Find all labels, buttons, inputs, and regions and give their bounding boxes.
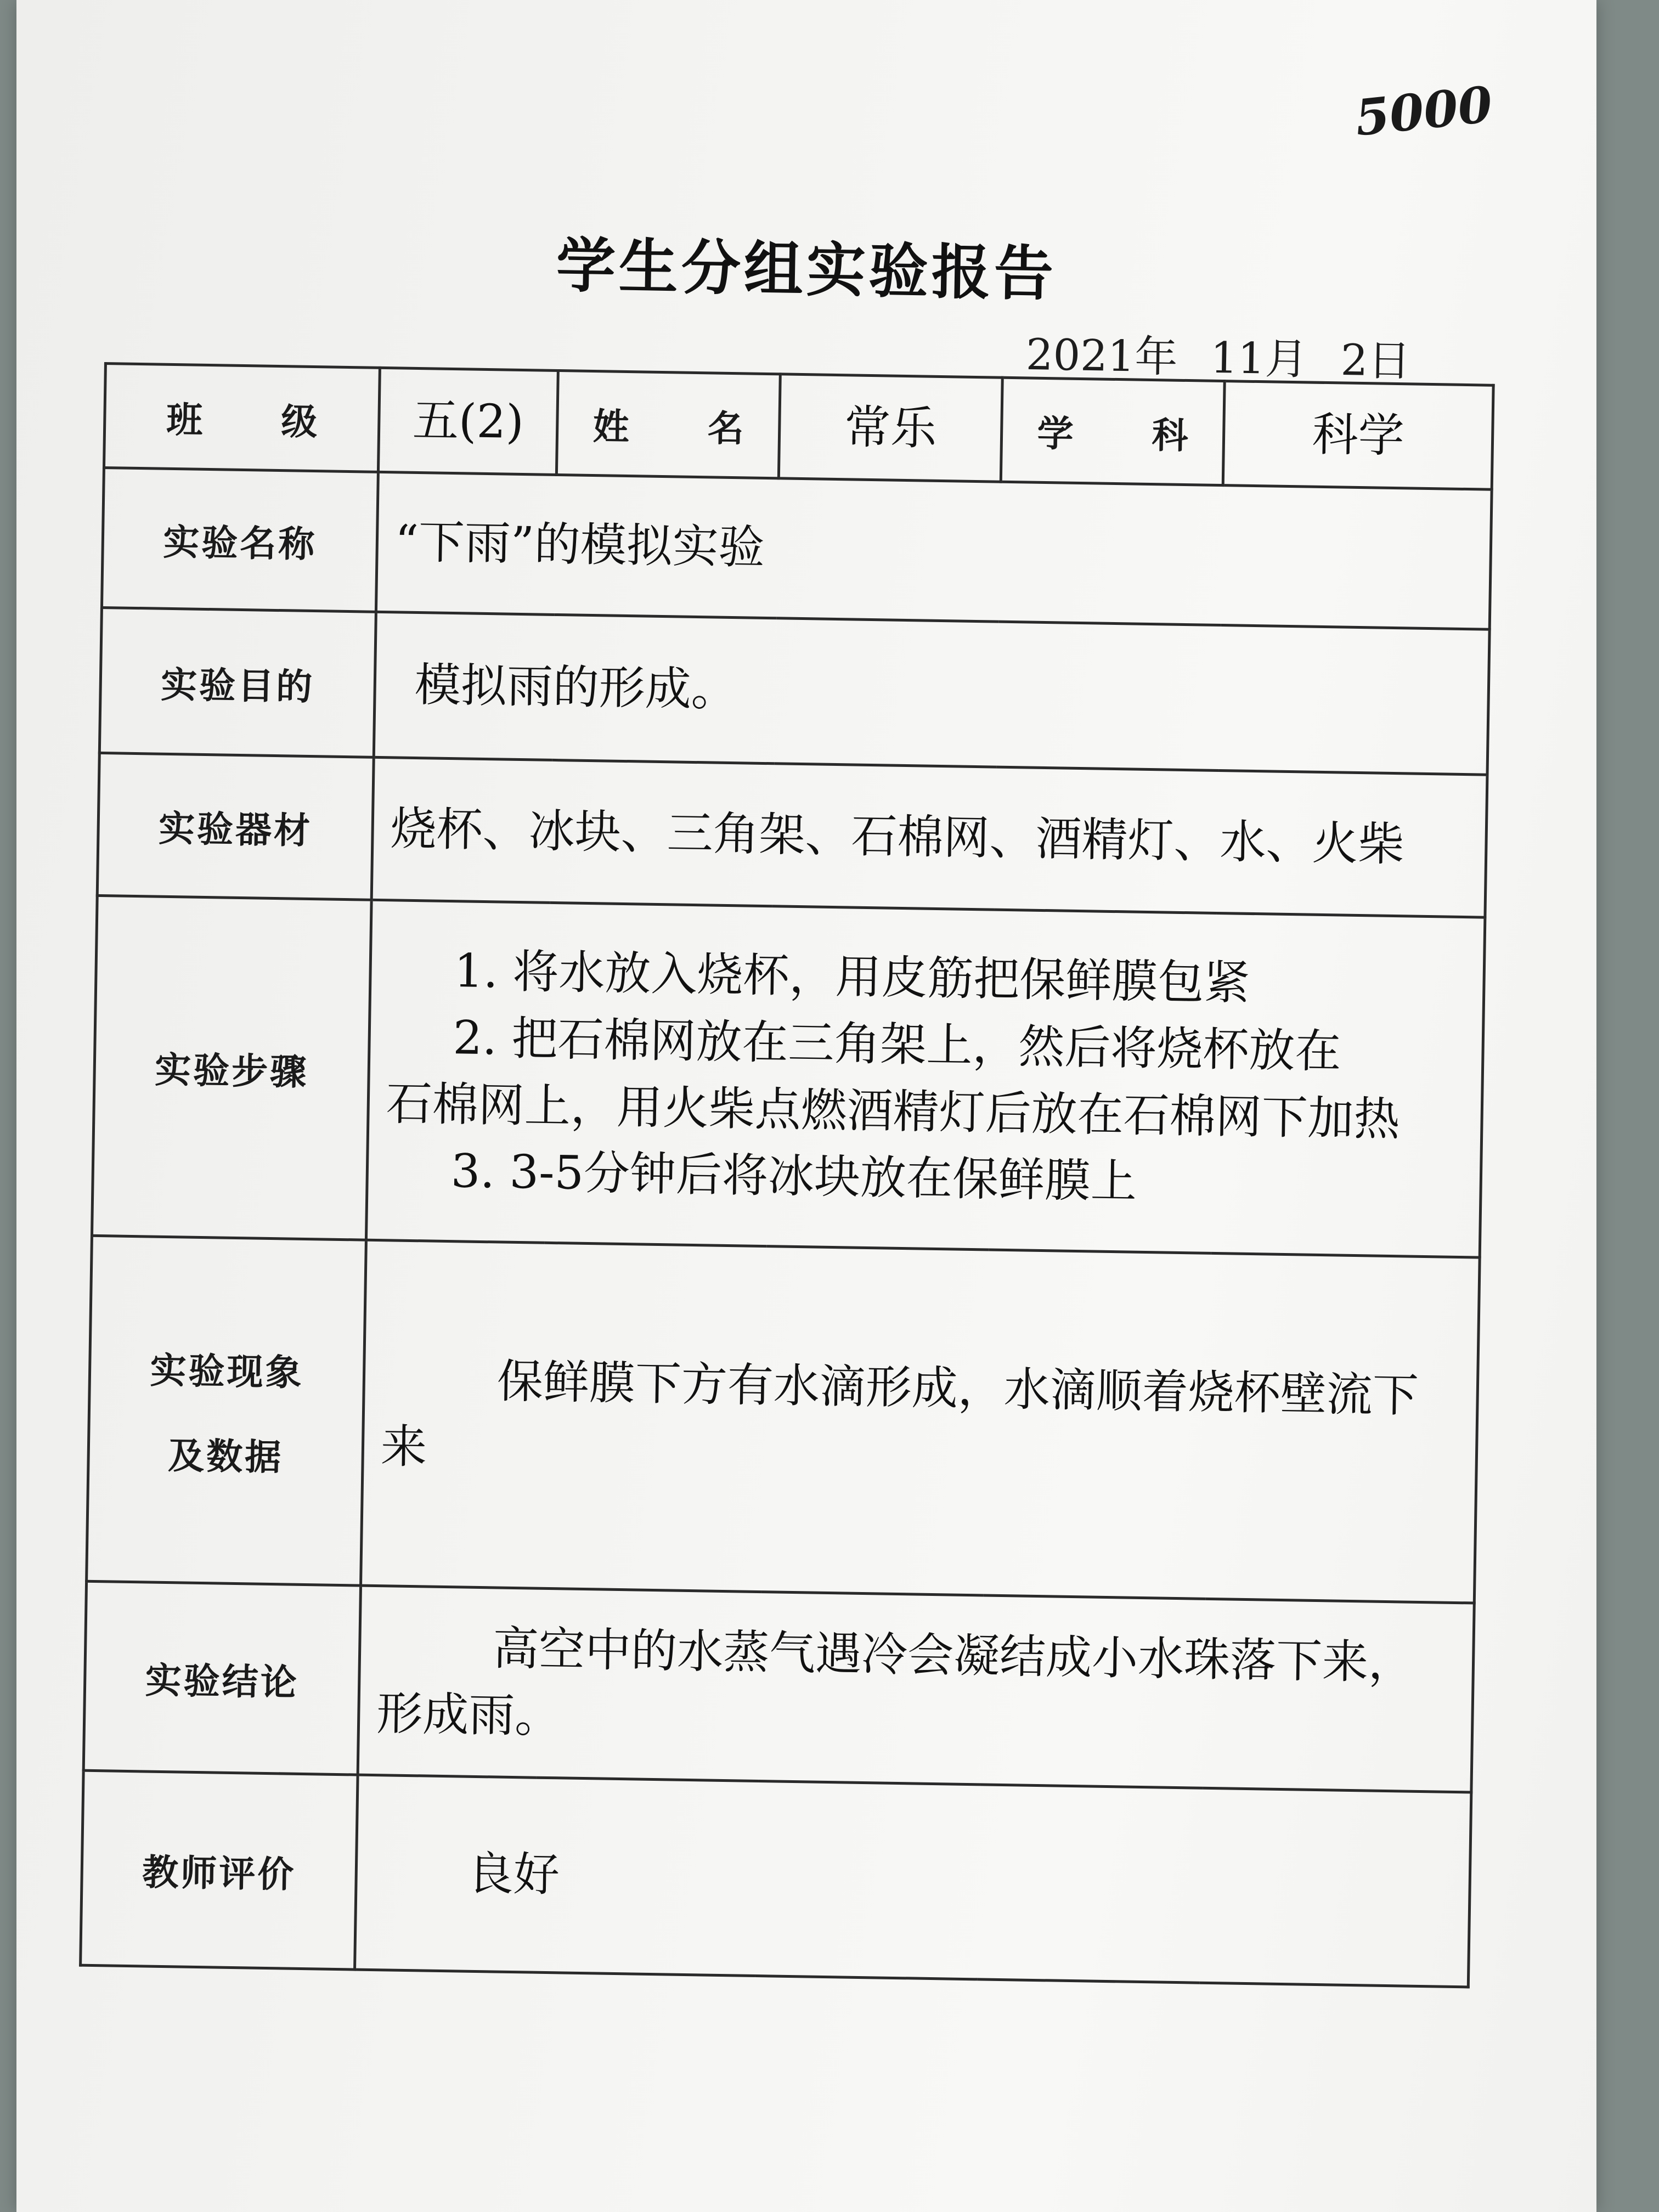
step-line: 3. 3-5分钟后将冰块放在保鲜膜上 bbox=[450, 1144, 1137, 1209]
step-line: 2. 把石棉网放在三角架上，然后将烧杯放在 bbox=[452, 1010, 1342, 1079]
table-row-conclusion bbox=[83, 1581, 1474, 1792]
conclusion-label: 实验结论 bbox=[83, 1581, 360, 1775]
page-title: 学生分组实验报告 bbox=[555, 232, 1057, 309]
report-table-wrap bbox=[79, 362, 1492, 1988]
steps-label: 实验步骤 bbox=[92, 895, 371, 1240]
teacher-comment-value: 良好 bbox=[355, 1775, 1471, 1987]
table-row-teacher-comment bbox=[81, 1770, 1471, 1987]
materials-value: 烧杯、冰块、三角架、石棉网、酒精灯、水、火柴 bbox=[371, 757, 1487, 917]
date-month-unit: 月 bbox=[1264, 334, 1308, 385]
table-row-phenomenon bbox=[87, 1235, 1480, 1603]
subject-value: 科学 bbox=[1223, 381, 1493, 490]
date-day-unit: 日 bbox=[1367, 336, 1412, 387]
class-label: 班 级 bbox=[104, 364, 380, 472]
conclusion-value: 高空中的水蒸气遇冷会凝结成小水珠落下来，形成雨。 bbox=[358, 1585, 1474, 1792]
phenomenon-value: 保鲜膜下方有水滴形成，水滴顺着烧杯壁流下来 bbox=[361, 1240, 1480, 1603]
steps-value bbox=[366, 900, 1485, 1257]
name-label: 姓 名 bbox=[556, 370, 780, 478]
date-year: 2021 bbox=[1025, 330, 1136, 382]
phenomenon-label-line: 实验现象 bbox=[150, 1349, 304, 1394]
teacher-comment-label: 教师评价 bbox=[81, 1770, 358, 1970]
subject-label: 学 科 bbox=[1001, 377, 1224, 485]
materials-label: 实验器材 bbox=[97, 753, 374, 900]
report-table bbox=[79, 362, 1495, 1988]
step-line: 1. 将水放入烧杯，用皮筋把保鲜膜包紧 bbox=[453, 944, 1251, 1010]
date-month: 11 bbox=[1210, 333, 1266, 384]
table-row-experiment-name bbox=[101, 468, 1492, 630]
date-year-unit: 年 bbox=[1134, 332, 1178, 382]
name-value: 常乐 bbox=[778, 374, 1002, 482]
table-row-purpose bbox=[99, 607, 1489, 775]
phenomenon-label bbox=[87, 1235, 366, 1585]
report-paper bbox=[16, 0, 1596, 2212]
table-row-steps bbox=[92, 895, 1485, 1257]
experiment-name-label: 实验名称 bbox=[101, 468, 378, 612]
experiment-name-value: “下雨”的模拟实验 bbox=[376, 472, 1492, 629]
purpose-value: 模拟雨的形成。 bbox=[374, 612, 1489, 775]
corner-note: 5000 bbox=[1352, 75, 1496, 148]
step-line: 石棉网上，用火柴点燃酒精灯后放在石棉网下加热 bbox=[386, 1076, 1401, 1146]
date-day: 2 bbox=[1340, 335, 1369, 386]
phenomenon-label-line: 及数据 bbox=[167, 1434, 284, 1479]
table-row-materials bbox=[97, 753, 1487, 917]
class-value: 五(2) bbox=[378, 368, 558, 475]
purpose-label: 实验目的 bbox=[99, 607, 376, 757]
